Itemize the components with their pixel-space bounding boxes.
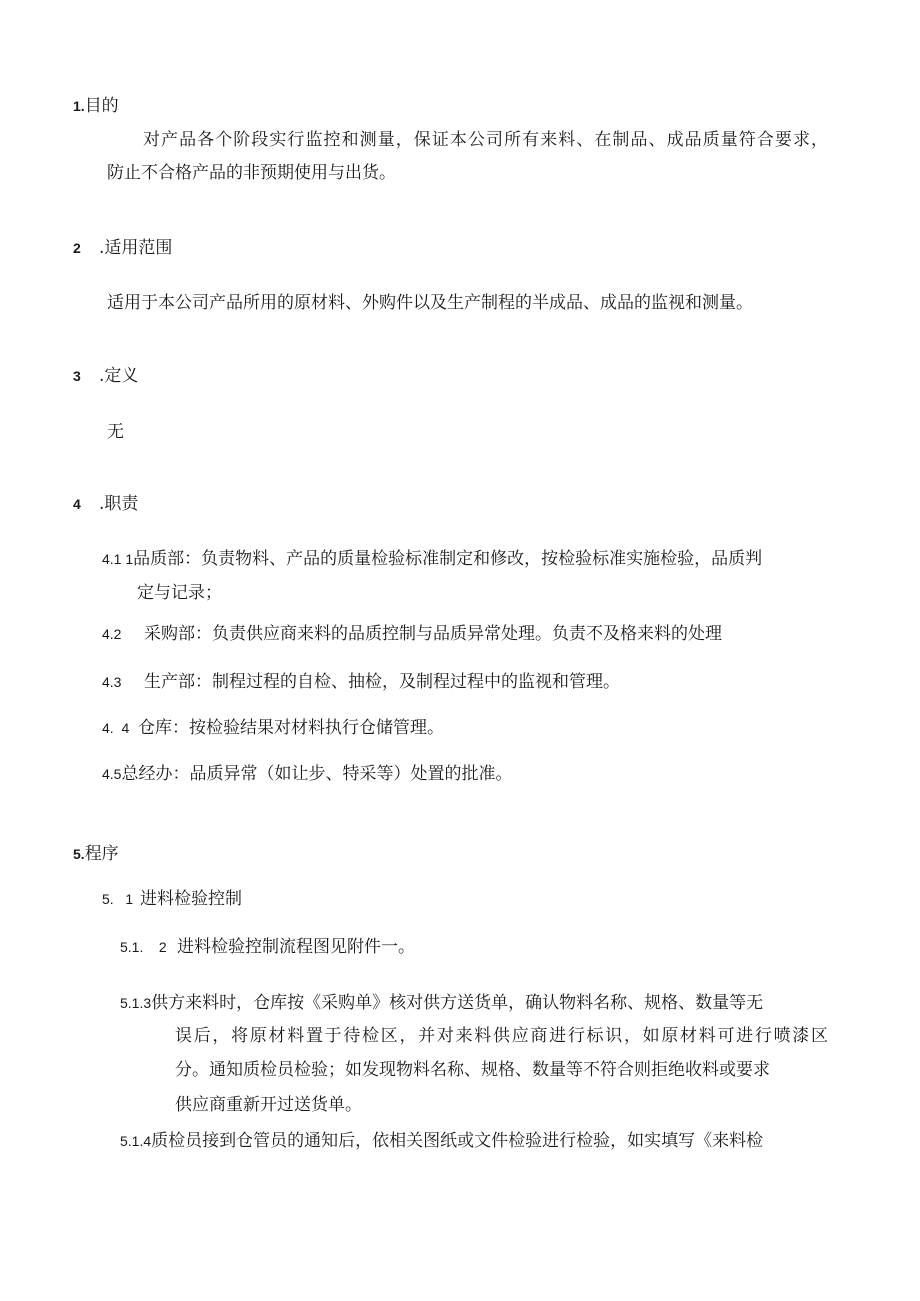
section-number: 4	[73, 496, 81, 512]
clause-text-line-1: 质检员接到仓管员的通知后，依相关图纸或文件检验进行检验，如实填写《来料检	[151, 1131, 764, 1151]
section-1-body-line-2: 防止不合格产品的非预期使用与出货。	[107, 163, 396, 183]
clause-5-1-3-line-2: 误后，将原材料置于待检区，并对来料供应商进行标识，如原材料可进行喷漆区	[175, 1026, 828, 1046]
clause-number: 5.1. 2	[120, 939, 167, 955]
item-text: 总经办：品质异常（如让步、特采等）处置的批准。	[121, 764, 513, 784]
section-4-heading	[73, 493, 138, 515]
item-number: 4. 4	[102, 720, 130, 736]
section-number: 5.	[73, 846, 85, 862]
section-number: 1.	[73, 98, 85, 114]
item-text: 品质部：负责物料、产品的质量检验标准制定和修改，按检验标准实施检验，品质判	[133, 549, 763, 569]
section-3-heading	[73, 365, 138, 387]
section-title: .定义	[99, 366, 139, 386]
clause-number: 5.1.3	[120, 995, 152, 1011]
section-title: 程序	[84, 844, 119, 864]
section-3-body: 无	[107, 422, 124, 442]
section-title: 目的	[84, 96, 119, 116]
subsection-number: 5. 1	[102, 891, 134, 907]
section-1-body-line-1: 对产品各个阶段实行监控和测量，保证本公司所有来料、在制品、成品质量符合要求，	[143, 130, 828, 150]
section-title: .职责	[99, 494, 139, 514]
clause-5-1-3-line-3: 分。通知质检员检验；如发现物料名称、规格、数量等不符合则拒绝收料或要求	[175, 1060, 770, 1080]
duty-item-4-5	[102, 763, 512, 785]
item-number: 4.2	[102, 626, 122, 642]
clause-5-1-2	[120, 936, 415, 958]
duty-item-4-3	[102, 671, 620, 693]
item-number: 4.1 1	[102, 551, 134, 567]
clause-number: 5.1.4	[120, 1133, 152, 1149]
section-5-heading	[73, 843, 119, 865]
item-number: 4.3	[102, 674, 122, 690]
clause-text: 进料检验控制流程图见附件一。	[177, 937, 415, 957]
section-title: .适用范围	[99, 238, 173, 258]
duty-item-4-1	[102, 548, 762, 570]
clause-5-1-3-line-4: 供应商重新开过送货单。	[175, 1095, 362, 1115]
subsection-5-1	[102, 888, 242, 910]
clause-text-line-1: 供方来料时，仓库按《采购单》核对供方送货单，确认物料名称、规格、数量等无	[151, 993, 764, 1013]
item-text: 仓库：按检验结果对材料执行仓储管理。	[138, 718, 444, 738]
clause-5-1-3	[120, 992, 763, 1014]
item-text: 采购部：负责供应商来料的品质控制与品质异常处理。负责不及格来料的处理	[144, 624, 722, 644]
duty-item-4-1-continued: 定与记录；	[137, 583, 222, 603]
section-2-body: 适用于本公司产品所用的原材料、外购件以及生产制程的半成品、成品的监视和测量。	[107, 293, 753, 313]
section-number: 2	[73, 240, 81, 256]
item-number: 4.5	[102, 766, 122, 782]
duty-item-4-2	[102, 623, 722, 645]
section-number: 3	[73, 368, 81, 384]
duty-item-4-4	[102, 717, 444, 739]
subsection-title: 进料检验控制	[140, 889, 242, 909]
section-2-heading	[73, 237, 172, 259]
clause-5-1-4	[120, 1130, 763, 1152]
item-text: 生产部：制程过程的自检、抽检，及制程过程中的监视和管理。	[144, 672, 620, 692]
section-1-heading	[73, 95, 119, 117]
